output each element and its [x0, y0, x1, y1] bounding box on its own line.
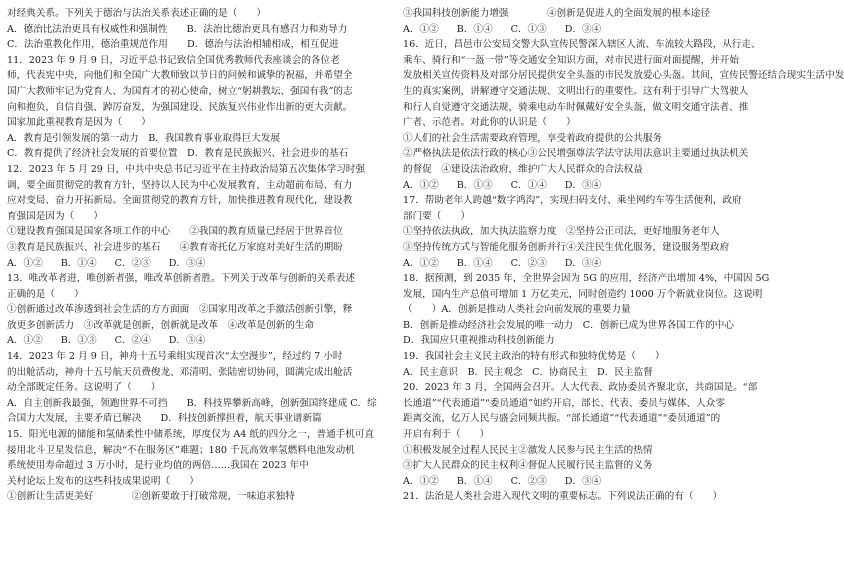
answer-option: C．②④: [114, 335, 151, 347]
text-line: ①创新让生活更美好 ②创新要敢于打破常规，一味追求独特: [7, 491, 295, 503]
answer-option: B．①③: [456, 179, 493, 191]
text-line: 21．法治是人类社会进入现代文明的重要标志。下列说法正确的有（ ）: [403, 491, 723, 503]
answer-options: [403, 474, 787, 490]
text-line: 应对变局、奋力开拓新局。全面贯彻党的教育方针，加快推进教育现代化，建设教: [7, 195, 353, 207]
text-line: 13．唯改革者进，唯创新者强，唯改革创新者胜。下列关于改革与创新的关系表述: [7, 273, 355, 285]
answer-option: B．①④: [456, 475, 493, 487]
text-line: 12．2023 年 5 月 29 日，中共中央总书记习近平在主持政治局第五次集体学习时强: [7, 163, 365, 175]
answer-option: A．①②: [7, 335, 43, 347]
answer-option: A．①②: [403, 475, 439, 487]
text-line: 15．阳光电源的储能和氢储柔性中储系统，厚度仅为 A4 纸的四分之一，普通手机可直: [7, 429, 375, 441]
text-line: 19．我国社会主义民主政治的特有形式和独特优势是（ ）: [403, 351, 665, 363]
answer-options: [403, 256, 787, 272]
text-line: 国家加此重视教育是因为（ ）: [7, 117, 151, 129]
answer-option: D．③④: [564, 23, 602, 35]
text-line: 生的真实案例，讲解遵守交通法规、文明出行的重要性。这有利于引导广大驾驶人: [403, 85, 749, 97]
answer-option: A．①②: [7, 257, 43, 269]
answer-option: C．①③: [510, 23, 547, 35]
text-line: D．我国应只重视推动科技创新能力: [403, 335, 555, 347]
text-line: ③我国科技创新能力增强 ④创新是促进人的全面发展的根本途径: [403, 8, 710, 19]
text-line: 11．2023 年 9 月 9 日，习近平总书记致信全国优秀教师代表座谈会的各位老: [7, 54, 340, 66]
text-line: C．法治重教化作用，德治重规范作用 D．德治与法治相辅相成，相互促进: [7, 39, 339, 51]
text-line: 乘车、骑行和“一盔一带”等交通安全知识方面，对市民进行面对面提醒，并开始: [403, 54, 739, 66]
answer-option: D．③④: [168, 257, 206, 269]
text-line: C．教育提供了经济社会发展的首要位置 D．教育是民族振兴、社会进步的基石: [7, 148, 349, 160]
answer-option: D．③④: [168, 335, 206, 347]
text-line: 对经典关系。下列关于德治与法治关系表述正确的是（ ）: [7, 8, 267, 19]
answer-options: [403, 178, 787, 194]
right-column: [403, 6, 844, 505]
text-line: ①人们的社会生活需要政府管理，享受着政府提供的公共服务: [403, 132, 663, 144]
answer-option: D．③④: [564, 257, 602, 269]
text-line: ②严格执法是依法行政的核心③公民增强尊法学法守法用法意识主要通过执法机关: [403, 148, 749, 160]
text-line: （ ）A．创新是推动人类社会向前发展的重要力量: [403, 304, 631, 316]
text-line: 和行人自觉遵守交通法规，骑乘电动车时佩戴好安全头盔，做文明交通守法者、推: [403, 101, 749, 113]
text-line: A．民主意识 B．民主观念 C．协商民主 D．民主监督: [403, 366, 653, 378]
left-column: [7, 6, 391, 505]
answer-options: [7, 333, 391, 349]
text-line: ①建设教育强国是国家各项工作的中心 ②我国的教育质量已经居于世界首位: [7, 226, 343, 238]
text-line: 17．帮助老年人跨越“数字鸿沟”，实现扫码支付、乘坐网约车等生活便利，政府: [403, 195, 742, 207]
text-line: 发放相关宣传资料及对部分居民提供安全头盔的市民发放爱心头盔。其间，宣传民警还结合现实生活中发: [403, 70, 844, 82]
text-line: 关村论坛上发布的这些科技成果说明（ ）: [7, 475, 199, 487]
text-line: 14．2023 年 2 月 9 日，神舟十五号乘组实现首次“太空漫步”，经过约 7 小时: [7, 351, 343, 363]
text-line: 开启有利于（ ）: [403, 429, 490, 441]
text-line: 国广大教师牢记为党育人、为国育才的初心使命，树立“躬耕教坛、强国有我”的志: [7, 85, 353, 97]
text-line: 接用北斗卫星发信息，解决“不在服务区”难题；180 千瓦高效率氢燃料电池发动机: [7, 444, 355, 456]
text-line: 18．据预测，到 2035 年，全世界会因为 5G 的应用，经济产出增加 4%，中国因 5G: [403, 273, 770, 285]
text-line: 20．2023 年 3 月，全国两会召开。人大代表、政协委员齐聚北京，共商国是。“部: [403, 382, 758, 394]
answer-option: A．①②: [403, 23, 439, 35]
text-line: 的督促 ④建设法治政府，维护广大人民群众的合法权益: [403, 163, 643, 175]
text-line: B．创新是推动经济社会发展的唯一动力 C．创新已成为世界各国工作的中心: [403, 319, 734, 331]
text-line: A．自主创新我最强，领跑世界不可挡 B．科技界攀新高峰，创新强国终建成 C．综: [7, 397, 377, 409]
answer-option: A．①②: [403, 179, 439, 191]
text-line: 发展，国内生产总值可增加 1 万亿美元，同时创造约 1000 万个新就业岗位。这说明: [403, 288, 763, 300]
text-line: 师，代表宪中央，向他们和全国广大教师致以节日的问候和诚挚的祝福，并希望全: [7, 70, 353, 82]
text-line: 部门要（ ）: [403, 210, 471, 222]
text-line: ③扩大人民群众的民主权利④督促人民履行民主监督的义务: [403, 460, 653, 472]
text-line: 16．近日，昌邑市公安局交警大队宣传民警深入辖区人流、车流较大路段，从行走、: [403, 39, 761, 51]
answer-option: C．②③: [510, 257, 547, 269]
text-line: 正确的是（ ）: [7, 288, 84, 300]
text-line: ③教育是民族振兴、社会进步的基石 ④教育寄托亿万家庭对美好生活的期盼: [7, 241, 343, 253]
answer-option: C．①④: [510, 179, 547, 191]
text-line: A．德治比法治更具有权威性和强制性 B．法治比德治更具有感召力和劝导力: [7, 23, 348, 35]
answer-options: [403, 22, 787, 38]
text-line: 动全部既定任务。这说明了（ ）: [7, 382, 161, 394]
text-line: ①积极发展全过程人民民主②激发人民参与民主生活的热情: [403, 444, 653, 456]
answer-option: B．①④: [60, 257, 97, 269]
answer-option: B．①④: [456, 257, 493, 269]
text-line: 系统使用寿命超过 3 万小时，是行业均值的两倍……我国在 2023 年中: [7, 460, 309, 472]
text-line: 广者、示范者。对此你的认识是（ ）: [403, 117, 576, 129]
text-line: ①坚持依法执政，加大执法监察力度 ②坚持公正司法，更好地服务老年人: [403, 226, 720, 238]
answer-option: D．③④: [564, 475, 602, 487]
answer-option: B．①④: [456, 23, 493, 35]
answer-option: A．①②: [403, 257, 439, 269]
text-line: 调，要全面贯彻党的教育方针，坚持以人民为中心发展教育，主动超前布局、有力: [7, 179, 353, 191]
answer-options: [7, 256, 391, 272]
text-line: ③坚持传统方式与智能化服务创新并行④关注民生优化服务，建设服务型政府: [403, 241, 730, 253]
text-line: A．教育是引领发展的第一动力 B．我国教育事业取得巨大发展: [7, 132, 281, 144]
text-line: 育强国是因为（ ）: [7, 210, 103, 222]
text-line: ①创新通过改革渗透到社会生活的方方面面 ②国家用改革之手激活创新引擎，释: [7, 304, 353, 316]
answer-option: D．③④: [564, 179, 602, 191]
answer-option: C．②③: [510, 475, 547, 487]
answer-option: C．②③: [114, 257, 151, 269]
text-line: 合国力大发展，主要矛盾已解决 D．科技创新撑担着，航天事业谱新篇: [7, 413, 322, 425]
text-line: 长通道”“代表通道”“委员通道”如约开启，部长、代表、委员与媒体、人众零: [403, 397, 725, 409]
text-line: 向和抱负，自信自强、踔厉奋发，为强国建设、民族复兴伟业作出新的更大贡献。: [7, 101, 353, 113]
answer-option: B．①③: [60, 335, 97, 347]
text-line: 的出舱活动，神舟十五号航天员费俊龙、邓清明、张陆密切协同，圆满完成出舱活: [7, 366, 353, 378]
text-line: 放更多创新活力 ③改革就是创新，创新就是改革 ④改革是创新的生命: [7, 319, 314, 331]
text-line: 距离交流，亿万人民与盛会同频共振。“部长通道”“代表通道”“委员通道”的: [403, 413, 721, 425]
